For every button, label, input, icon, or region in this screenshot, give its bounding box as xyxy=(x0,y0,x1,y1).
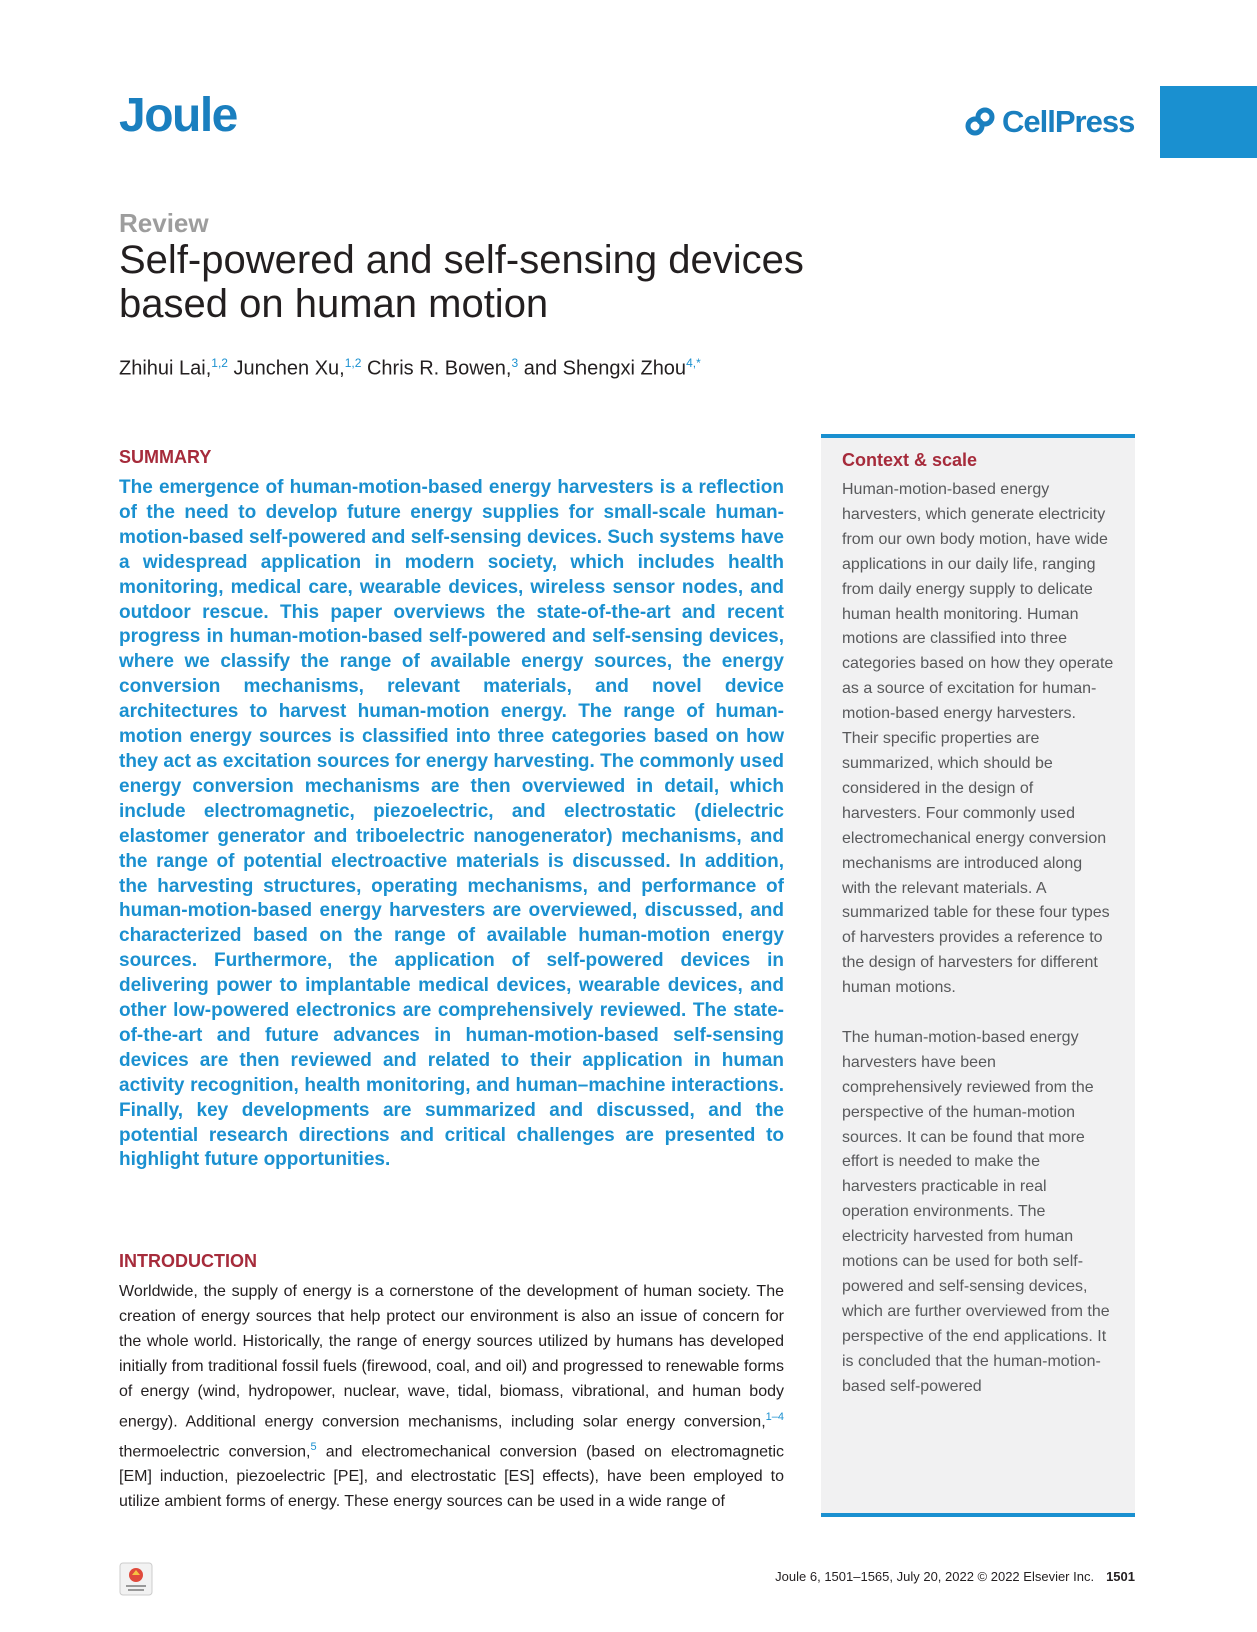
corner-color-tab xyxy=(1160,86,1257,158)
context-body xyxy=(842,478,1114,1424)
citation: Joule 6, 1501–1565, July 20, 2022 © 2022 Elsevier Inc. xyxy=(775,1569,1095,1584)
author-name: and Shengxi Zhou xyxy=(518,357,687,380)
page-number: 1501 xyxy=(1106,1569,1135,1584)
cellpress-icon xyxy=(964,106,996,138)
author-affiliation[interactable]: 4,* xyxy=(686,356,701,370)
author-name: Chris R. Bowen, xyxy=(361,357,512,380)
context-heading: Context & scale xyxy=(842,450,978,470)
check-for-updates-icon[interactable] xyxy=(119,1562,153,1596)
author-name: Junchen Xu, xyxy=(227,357,345,380)
journal-logo: Joule xyxy=(119,89,237,142)
publisher-name: CellPress xyxy=(1002,104,1135,139)
author-affiliation[interactable]: 3 xyxy=(511,356,519,370)
intro-text-part: thermoelectric conversion, xyxy=(119,1443,311,1461)
publisher-logo xyxy=(964,104,1134,140)
intro-text-part: and electromechanical conversion (based on electromagnetic [EM] induction, piezoelectric [PE], and electrostatic [ES] effects), have been employed to utilize ambient forms of energy. These energy sources can be used in a wide range of xyxy=(119,1443,785,1510)
author-list xyxy=(119,356,701,381)
context-scale-box xyxy=(821,434,1135,1517)
author-affiliation[interactable]: 1,2 xyxy=(344,356,362,370)
introduction-heading: INTRODUCTION xyxy=(119,1251,257,1271)
intro-text-part: Worldwide, the supply of energy is a cornerstone of the development of human society. The creation of energy sources that help protect our environment is also an issue of concern for the whole world. Historically, the range of energy sources utilized by humans has developed initially from traditional fossil fuels (firewood, coal, and oil) and progressed to renewable forms of energy (wind, hydropower, nuclear, wave, tidal, biomass, vibrational, and human body energy). Additional energy conversion mechanisms, including solar energy conversion, xyxy=(119,1283,784,1430)
author-name: Zhihui Lai, xyxy=(119,357,212,380)
reference-link[interactable]: 5 xyxy=(310,1440,317,1453)
summary-heading: SUMMARY xyxy=(119,447,212,467)
article-type: Review xyxy=(119,208,209,238)
reference-link[interactable]: 1–4 xyxy=(765,1410,784,1423)
page-footer xyxy=(775,1569,1135,1584)
context-paragraph: The human-motion-based energy harvesters have been comprehensively reviewed from the perspective of the human-motion sources. It can be found that more effort is needed to make the harvesters practicable in real operation environments. The electricity harvested from human motions can be used for both self-powered and self-sensing devices, which are further overviewed from the perspective of the end applications. It is concluded that the human-motion-based self-powered xyxy=(842,1028,1110,1395)
author-affiliation[interactable]: 1,2 xyxy=(211,356,228,370)
context-paragraph: Human-motion-based energy harvesters, which generate electricity from our own body motion, have wide applications in our daily life, ranging from daily energy supply to delicate human health monitoring. Human motions are classified into three categories based on how they operate as a source of excitation for human-motion-based energy harvesters. Their specific properties are summarized, which should be considered in the design of harvesters. Four commonly used electromechanical energy conversion mechanisms are introduced along with the relevant materials. A summarized table for these four types of harvesters provides a reference to the design of harvesters for different human motions. xyxy=(842,481,1114,997)
article-title: Self-powered and self-sensing devices based on human motion xyxy=(119,238,804,326)
summary-text: The emergence of human-motion-based energy harvesters is a reflection of the need to develop future energy supplies for small-scale human-motion-based self-powered and self-sensing devices. Such systems have a widespread application in modern society, which includes health monitoring, medical care, wearable devices, wireless sensor nodes, and outdoor rescue. This paper overviews the state-of-the-art and recent progress in human-motion-based self-powered and self-sensing devices, where we classify the range of available energy sources, the energy conversion mechanisms, relevant materials, and novel device architectures to harvest human-motion energy. The range of human-motion energy sources is classified into three categories based on how they act as excitation sources for energy harvesting. The commonly used energy conversion mechanisms are then overviewed in detail, which include electromagnetic, piezoelectric, and electrostatic (dielectric elastomer generator and triboelectric nanogenerator) mechanisms, and the range of potential electroactive materials is discussed. In addition, the harvesting structures, operating mechanisms, and performance of human-motion-based energy harvesters are overviewed, discussed, and characterized based on the range of available human-motion energy sources. Furthermore, the application of self-powered devices in delivering power to implantable medical devices, wearable devices, and other low-powered electronics are comprehensively reviewed. The state-of-the-art and future advances in human-motion-based self-sensing devices are then reviewed and related to their application in human activity recognition, health monitoring, and human–machine interactions. Finally, key developments are summarized and discussed, and the potential research directions and critical challenges are presented to highlight future opportunities. xyxy=(119,477,784,1171)
introduction-text xyxy=(119,1280,784,1515)
